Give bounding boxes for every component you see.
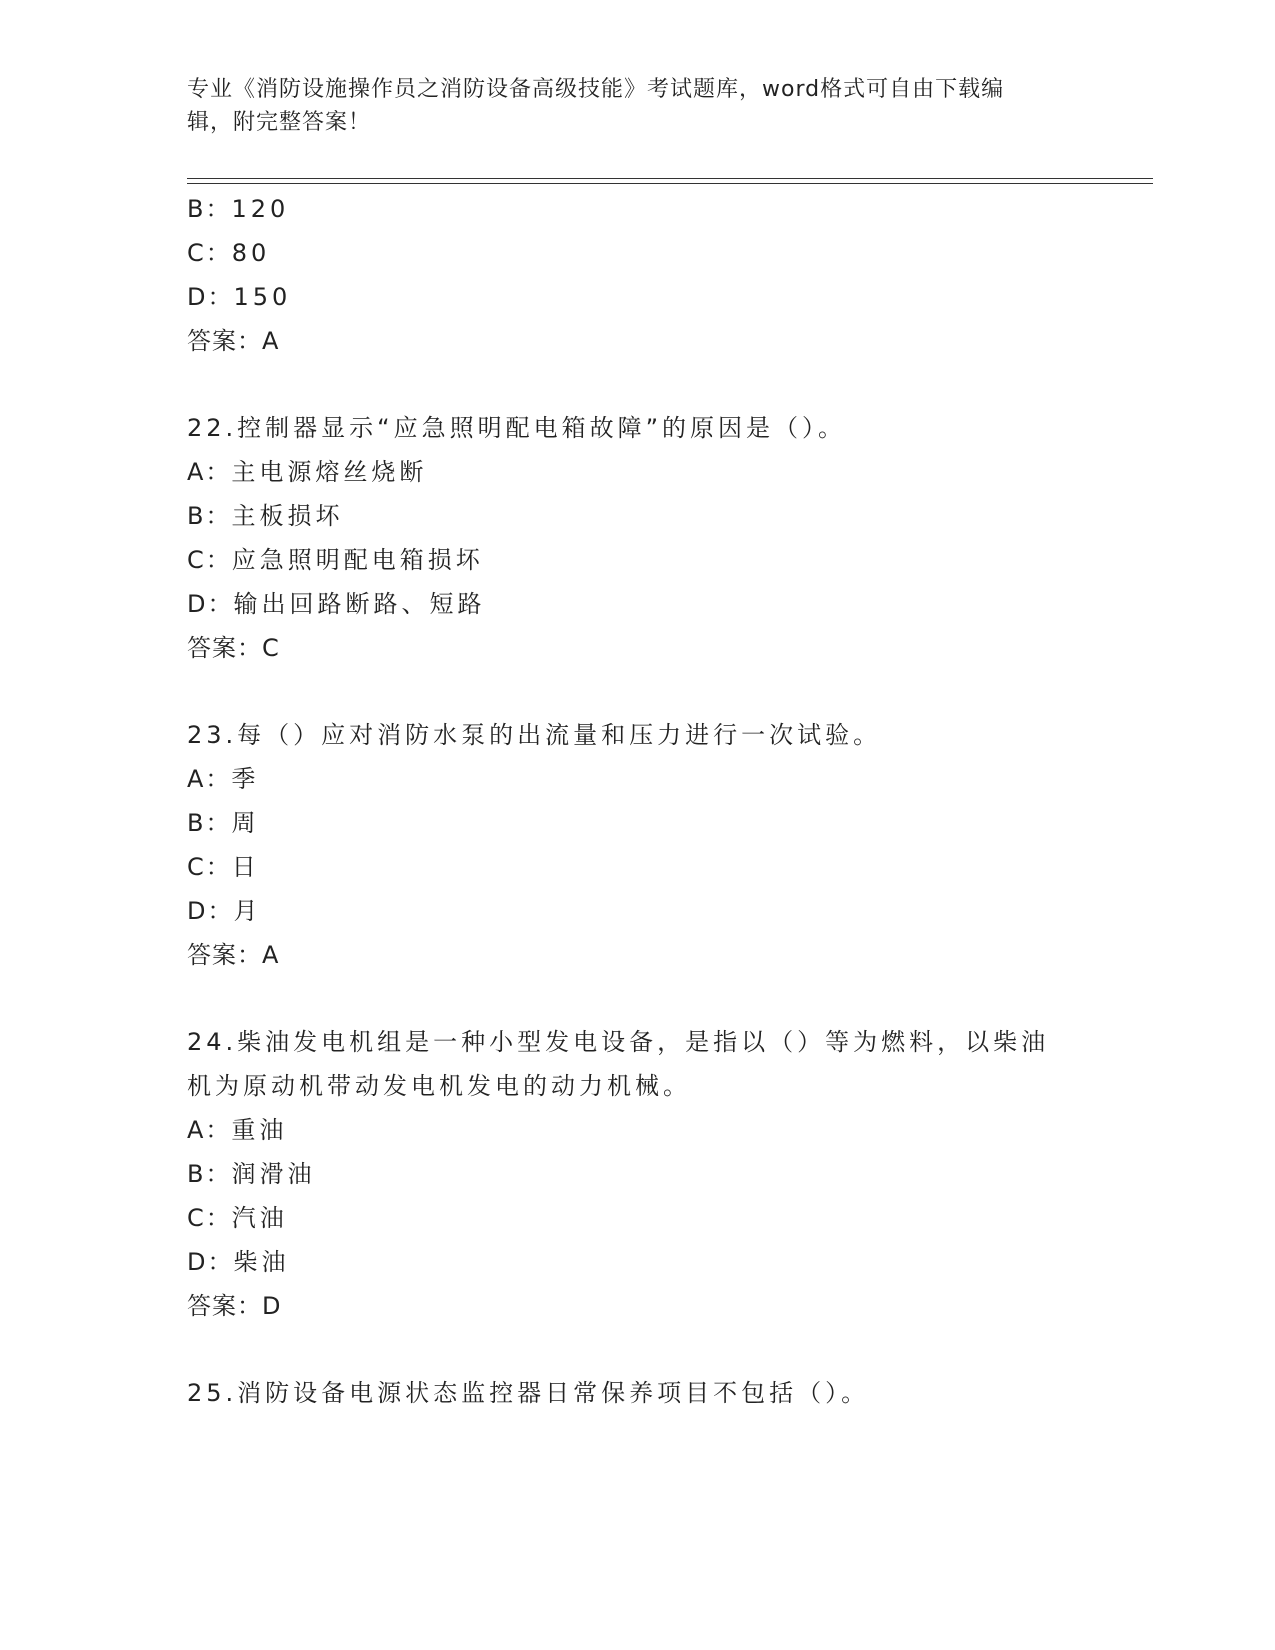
option-key: C： [187,1204,232,1232]
q23-option-c [187,852,260,882]
q23-stem: 23.每（）应对消防水泵的出流量和压力进行一次试验。 [187,721,882,749]
q21-answer [187,326,279,356]
header-line-1: 专业《消防设施操作员之消防设备高级技能》考试题库，word格式可自由下载编 [187,77,1005,102]
option-text: 柴油 [233,1248,290,1276]
q22-stem: 22.控制器显示“应急照明配电箱故障”的原因是（）。 [187,414,847,442]
option-text: 主电源熔丝烧断 [231,458,428,486]
q24-answer [187,1291,281,1321]
answer-label: 答案： [187,941,262,969]
option-text: 季 [231,765,260,793]
option-text: 日 [231,853,260,881]
option-key: B： [187,1160,232,1188]
q22-option-c [187,545,484,575]
document-header [187,73,1087,139]
q24-option-d [187,1247,289,1277]
q21-option-c [187,238,270,268]
option-text: 主板损坏 [231,502,344,530]
answer-value: C [262,634,280,662]
option-key: A： [187,765,232,793]
answer-value: A [262,327,280,355]
q24-stem-line-1: 24.柴油发电机组是一种小型发电设备，是指以（）等为燃料，以柴油 [187,1028,1050,1056]
option-key: D： [187,590,234,618]
option-text: 周 [231,809,260,837]
option-key: D： [187,897,234,925]
q23-answer [187,940,279,970]
option-key: D： [187,283,234,311]
option-text: 月 [233,897,262,925]
option-text: 80 [231,239,271,267]
answer-label: 答案： [187,1292,262,1320]
option-key: D： [187,1248,234,1276]
q23-option-b [187,808,259,838]
option-text: 150 [233,283,292,311]
q22-option-b [187,501,343,531]
header-divider-top [187,178,1153,179]
answer-value: D [262,1292,282,1320]
q24-option-b [187,1159,315,1189]
option-text: 润滑油 [231,1160,316,1188]
option-key: A： [187,1116,232,1144]
q23-option-a [187,764,259,794]
q22-option-a [187,457,427,487]
header-line-2: 辑，附完整答案！ [187,110,372,135]
q24-option-a [187,1115,287,1145]
option-text: 120 [231,195,290,223]
q21-option-b [187,194,289,224]
q23-option-d [187,896,261,926]
q25-stem: 25.消防设备电源状态监控器日常保养项目不包括（）。 [187,1379,870,1407]
option-key: C： [187,853,232,881]
option-text: 重油 [231,1116,288,1144]
option-key: B： [187,809,232,837]
q24-stem-line-2: 机为原动机带动发电机发电的动力机械。 [187,1072,691,1100]
header-divider-bottom [187,183,1153,184]
q21-option-d [187,282,291,312]
option-key: C： [187,239,232,267]
q22-option-d [187,589,485,619]
q22-answer [187,633,280,663]
answer-value: A [262,941,280,969]
option-text: 输出回路断路、短路 [233,590,486,618]
option-key: A： [187,458,232,486]
option-key: C： [187,546,232,574]
option-key: B： [187,502,232,530]
option-key: B： [187,195,232,223]
option-text: 汽油 [231,1204,288,1232]
option-text: 应急照明配电箱损坏 [231,546,484,574]
answer-label: 答案： [187,634,262,662]
q24-option-c [187,1203,288,1233]
answer-label: 答案： [187,327,262,355]
